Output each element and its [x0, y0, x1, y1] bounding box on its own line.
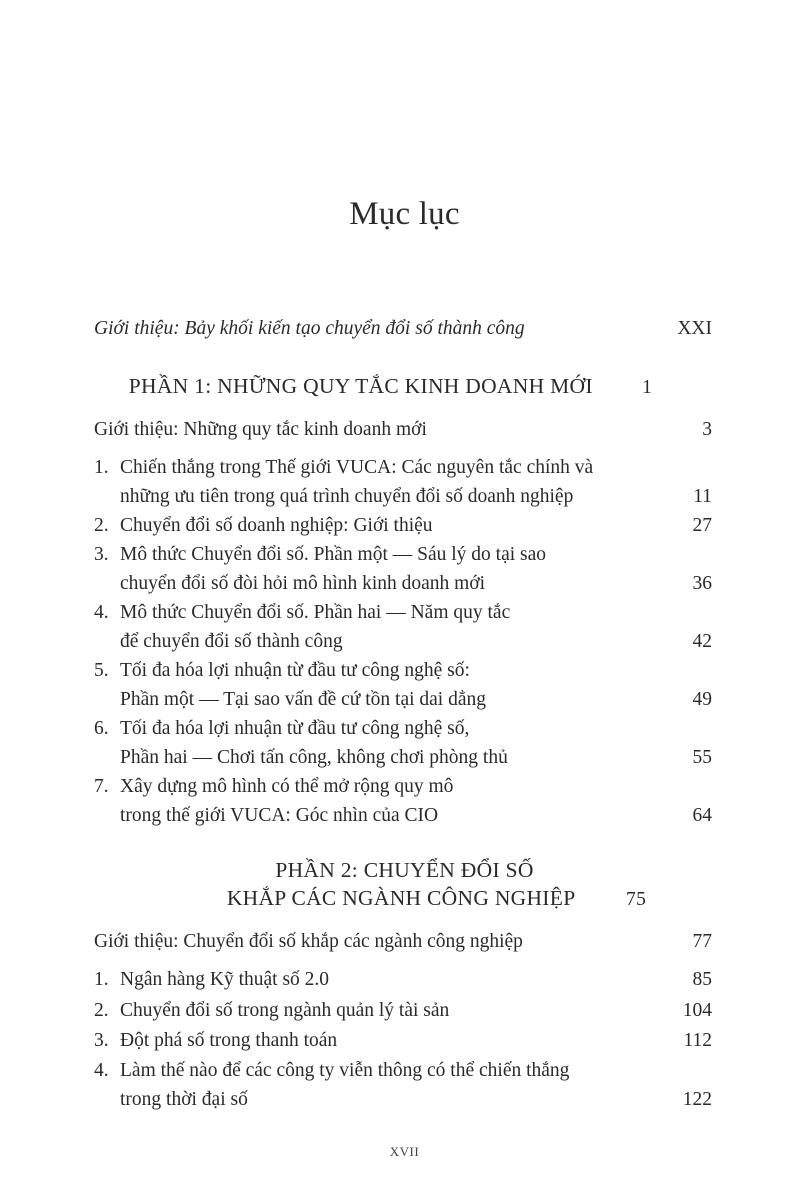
toc-preface[interactable] — [94, 314, 712, 343]
toc-entry-text: Giới thiệu: Bảy khối kiến tạo chuyển đổi số thành công — [94, 318, 525, 339]
toc-page-number: 104 — [682, 1000, 712, 1021]
chapter-number: 3. — [94, 544, 109, 565]
chapter-number: 5. — [94, 660, 109, 681]
chapter-number: 6. — [94, 718, 109, 739]
part-title: PHẦN 1: NHỮNG QUY TẮC KINH DOANH MỚI — [128, 374, 593, 398]
chapter-number: 2. — [94, 1000, 109, 1021]
chapter-title-line: trong thế giới VUCA: Góc nhìn của CIO — [120, 805, 439, 826]
toc-page-number: 42 — [692, 631, 712, 652]
chapter-number: 1. — [94, 457, 109, 478]
chapter-title-line: để chuyển đổi số thành công — [120, 631, 343, 652]
chapter-title-line: Ngân hàng Kỹ thuật số 2.0 — [120, 969, 330, 990]
toc-chapter[interactable] — [94, 598, 712, 656]
chapter-title-line: Phần hai — Chơi tấn công, không chơi phòng thủ — [120, 747, 508, 768]
toc-intro[interactable] — [94, 415, 712, 444]
toc-chapter[interactable] — [94, 714, 712, 772]
part-heading[interactable] — [0, 372, 809, 402]
toc-page-number: XXI — [677, 318, 712, 339]
part-heading[interactable] — [0, 856, 809, 914]
page-title: Mục lục — [349, 196, 460, 232]
chapter-title-line: Phần một — Tại sao vấn đề cứ tồn tại dai dẳng — [120, 689, 487, 710]
chapter-title-line: chuyển đổi số đòi hỏi mô hình kinh doanh mới — [120, 573, 486, 594]
part-title-line: KHẮP CÁC NGÀNH CÔNG NGHIỆP — [226, 886, 575, 910]
toc-intro[interactable] — [94, 927, 712, 956]
toc-chapter[interactable] — [94, 965, 712, 994]
chapter-title-line: Tối đa hóa lợi nhuận từ đầu tư công nghệ số: — [120, 660, 470, 681]
chapter-title-line: Đột phá số trong thanh toán — [120, 1030, 338, 1051]
toc-page-number: 112 — [683, 1030, 712, 1051]
chapter-title-line: Mô thức Chuyển đổi số. Phần một — Sáu lý do tại sao — [120, 544, 547, 565]
toc-page-number: 11 — [693, 486, 712, 507]
page-footer-number: XVII — [389, 1144, 420, 1159]
chapter-title-line: Làm thế nào để các công ty viễn thông có thể chiến thắng — [120, 1060, 570, 1081]
toc-chapter[interactable] — [94, 1056, 712, 1114]
toc-page-number: 55 — [692, 747, 712, 768]
chapter-title-line: Xây dựng mô hình có thể mở rộng quy mô — [120, 776, 454, 797]
chapter-number: 4. — [94, 1060, 109, 1081]
part-title-line: PHẦN 2: CHUYỂN ĐỔI SỐ — [275, 858, 534, 882]
toc-page-number: 27 — [692, 515, 712, 536]
toc-page-number: 64 — [692, 805, 712, 826]
chapter-title-line: Chuyển đổi số trong ngành quản lý tài sản — [120, 1000, 450, 1021]
chapter-number: 7. — [94, 776, 109, 797]
chapter-number: 2. — [94, 515, 109, 536]
part-page-number: 1 — [642, 377, 653, 398]
toc-entry-text: Giới thiệu: Chuyển đổi số khắp các ngành công nghiệp — [94, 931, 523, 952]
toc-page-number: 49 — [692, 689, 712, 710]
toc-chapter[interactable] — [94, 540, 712, 598]
toc-chapter[interactable] — [94, 656, 712, 714]
chapter-title-line: Chiến thắng trong Thế giới VUCA: Các nguyên tắc chính và — [120, 457, 594, 478]
toc-entry-text: Giới thiệu: Những quy tắc kinh doanh mới — [94, 419, 427, 440]
chapter-title-line: Tối đa hóa lợi nhuận từ đầu tư công nghệ số, — [120, 718, 470, 739]
chapter-number: 1. — [94, 969, 109, 990]
toc-page-number: 77 — [692, 931, 712, 952]
toc-page-number: 36 — [692, 573, 712, 594]
chapter-number: 3. — [94, 1030, 109, 1051]
chapter-title-line: những ưu tiên trong quá trình chuyển đổi số doanh nghiệp — [120, 486, 574, 507]
toc-page-number: 85 — [692, 969, 712, 990]
toc-chapter[interactable] — [94, 996, 712, 1025]
toc-chapter[interactable] — [94, 772, 712, 830]
toc-page-number: 3 — [702, 419, 712, 440]
chapter-title-line: Chuyển đổi số doanh nghiệp: Giới thiệu — [120, 515, 433, 536]
chapter-title-line: trong thời đại số — [120, 1089, 248, 1110]
chapter-number: 4. — [94, 602, 109, 623]
toc-chapter[interactable] — [94, 511, 712, 540]
toc-chapter[interactable] — [94, 453, 712, 511]
part-page-number: 75 — [626, 889, 647, 910]
toc-page-number: 122 — [682, 1089, 712, 1110]
toc-chapter[interactable] — [94, 1026, 712, 1055]
chapter-title-line: Mô thức Chuyển đổi số. Phần hai — Năm quy tắc — [120, 602, 511, 623]
